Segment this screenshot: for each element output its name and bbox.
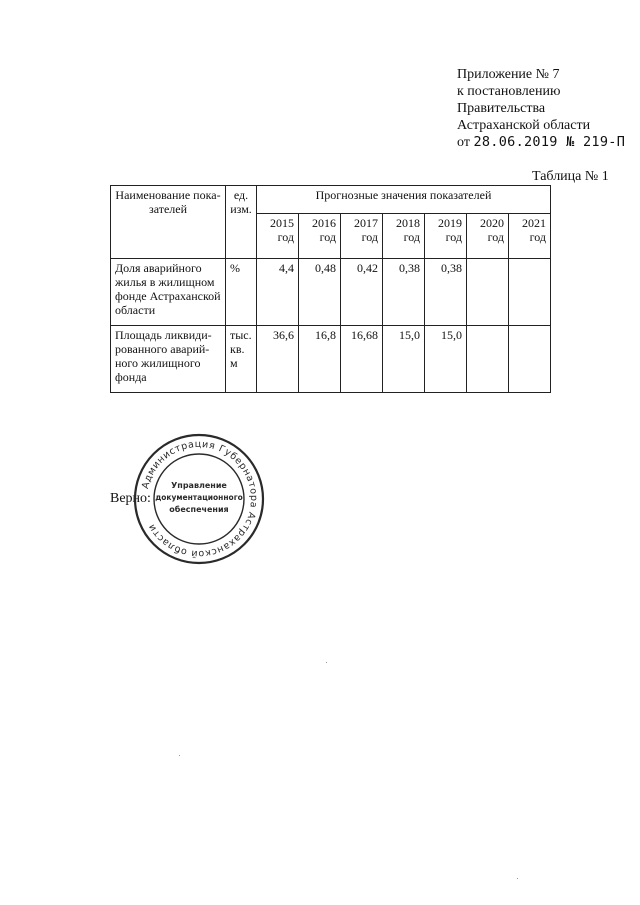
table-cell: 0,38	[383, 259, 425, 326]
table-label: Таблица № 1	[532, 169, 609, 184]
seal-ring-textpath: Администрация Губернатора Астраханской области	[140, 438, 260, 560]
seal-center-line-1: Управление	[171, 481, 227, 490]
table-row	[111, 326, 551, 393]
table-cell: 15,0	[425, 326, 467, 393]
table-cell	[467, 326, 509, 393]
year-label: 2016	[312, 215, 336, 230]
appendix-header	[457, 66, 625, 151]
verno-label: Верно:	[110, 491, 151, 506]
year-word: год	[319, 229, 336, 244]
table-cell: 0,48	[299, 259, 341, 326]
table-row	[111, 259, 551, 326]
year-label: 2019	[438, 215, 462, 230]
year-word: год	[361, 229, 378, 244]
year-word: год	[487, 229, 504, 244]
table-cell	[467, 259, 509, 326]
year-label: 2015	[270, 215, 294, 230]
indicators-table	[110, 185, 551, 393]
row-name-emergency-housing-share: Доля аварийного жилья в жилищном фонде Астраханской области	[111, 259, 226, 326]
year-word: год	[277, 229, 294, 244]
header-indicator-name: Наименование пока-зателей	[111, 186, 226, 259]
header-year-2019	[425, 213, 467, 258]
seal-center-line-3: обеспечения	[169, 505, 229, 514]
table-cell: 16,68	[341, 326, 383, 393]
table-cell: 4,4	[257, 259, 299, 326]
header-year-2017	[341, 213, 383, 258]
table-cell: 0,42	[341, 259, 383, 326]
year-label: 2017	[354, 215, 378, 230]
header-forecast-values: Прогнозные значения показателей	[257, 186, 551, 214]
table-cell: 36,6	[257, 326, 299, 393]
scan-speck	[326, 662, 327, 663]
appendix-line-government: Правительства	[457, 101, 546, 116]
year-word: год	[403, 229, 420, 244]
row-name-liquidated-housing-area: Площадь ликвиди-рованного аварий-ного жилищного фонда	[111, 326, 226, 393]
year-label: 2018	[396, 215, 420, 230]
header-unit: ед. изм.	[226, 186, 257, 259]
scan-speck	[179, 755, 180, 756]
header-year-2021	[509, 213, 551, 258]
table-cell	[509, 326, 551, 393]
year-word: год	[445, 229, 462, 244]
date-prefix: от	[457, 135, 470, 150]
scan-speck	[517, 878, 518, 879]
table-cell	[509, 259, 551, 326]
table-cell: 16,8	[299, 326, 341, 393]
year-label: 2021	[522, 215, 546, 230]
header-year-2016	[299, 213, 341, 258]
official-seal-stamp	[132, 432, 266, 566]
header-year-2018	[383, 213, 425, 258]
table-cell: 0,38	[425, 259, 467, 326]
header-year-2020	[467, 213, 509, 258]
appendix-title: Приложение № 7	[457, 67, 560, 82]
table-header-row	[111, 186, 551, 214]
table-cell: 15,0	[383, 326, 425, 393]
appendix-line-region: Астраханской области	[457, 118, 591, 133]
year-word: год	[529, 229, 546, 244]
header-year-2015	[257, 213, 299, 258]
row-unit: %	[226, 259, 257, 326]
date-number: 28.06.2019 № 219-П	[473, 134, 626, 150]
appendix-line-resolution: к постановлению	[457, 84, 561, 99]
year-label: 2020	[480, 215, 504, 230]
row-unit: тыс. кв. м	[226, 326, 257, 393]
appendix-date-row	[457, 134, 625, 151]
seal-center-line-2: документационного	[155, 493, 243, 502]
